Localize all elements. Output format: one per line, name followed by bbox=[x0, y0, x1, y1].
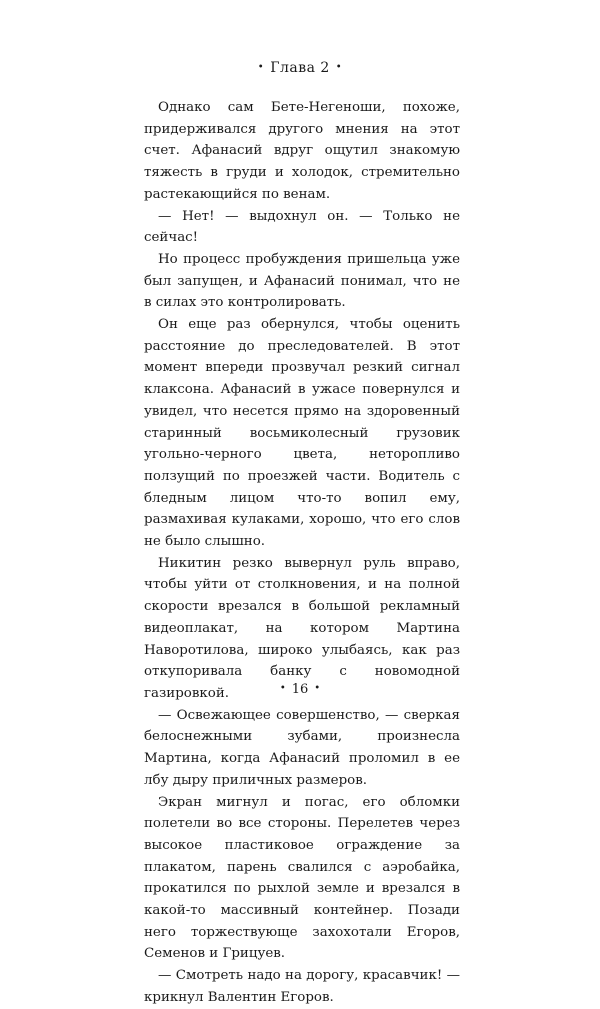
paragraph: Он еще раз обернулся, чтобы оценить расстояние до преследователей. В этот момент впереди прозвучал резкий сигнал клаксона. Афанасий в ужасе повернулся и увидел, что несется прямо на здоровенный старинный восьмиколесный грузовик угольно-черного цвета, неторопливо ползущий по проезжей части. Водитель с бледным лицом что-то вопил ему, размахивая кулаками, хорошо, что его слов не было слышно. bbox=[144, 317, 460, 550]
chapter-header bbox=[0, 60, 600, 76]
paragraph: Экран мигнул и погас, его обломки полетели во все стороны. Перелетев через высокое пластиковое ограждение за плакатом, парень свалился с аэробайка, прокатился по рыхлой земле и врезался в какой-то массивный контейнер. Позади него торжествующе захохотали Егоров, Семенов и Грицуев. bbox=[144, 794, 460, 962]
body-text bbox=[144, 97, 460, 1009]
header-bullet-right: • bbox=[335, 62, 343, 73]
paragraph: — Смотреть надо на дорогу, красавчик! — крикнул Валентин Егоров. bbox=[144, 968, 460, 1005]
footer-bullet-left: • bbox=[279, 683, 286, 694]
header-bullet-left: • bbox=[257, 62, 265, 73]
paragraph: Однако сам Бете-Негеноши, похоже, придерживался другого мнения на этот счет. Афанасий вдруг ощутил знакомую тяжесть в груди и холодок, стремительно растекающийся по венам. bbox=[144, 100, 460, 202]
page-number: 16 bbox=[291, 682, 309, 697]
paragraph: — Нет! — выдохнул он. — Только не сейчас! bbox=[144, 208, 460, 246]
footer-bullet-right: • bbox=[314, 683, 321, 694]
page-footer bbox=[0, 682, 600, 697]
paragraph: Никитин резко вывернул руль вправо, чтобы уйти от столкновения, и на полной скорости врезался в большой рекламный видеоплакат, на котором Мартина Наворотилова, широко улыбаясь, как раз откупоривала банку с новомодной газировкой. bbox=[144, 555, 460, 701]
paragraph: Но процесс пробуждения пришельца уже был запущен, и Афанасий понимал, что не в силах это контролировать. bbox=[144, 251, 460, 311]
paragraph: — Освежающее совершенство, — сверкая белоснежными зубами, произнесла Мартина, когда Афанасий проломил в ее лбу дыру приличных размеров. bbox=[144, 707, 460, 788]
chapter-title: Глава 2 bbox=[270, 60, 330, 76]
